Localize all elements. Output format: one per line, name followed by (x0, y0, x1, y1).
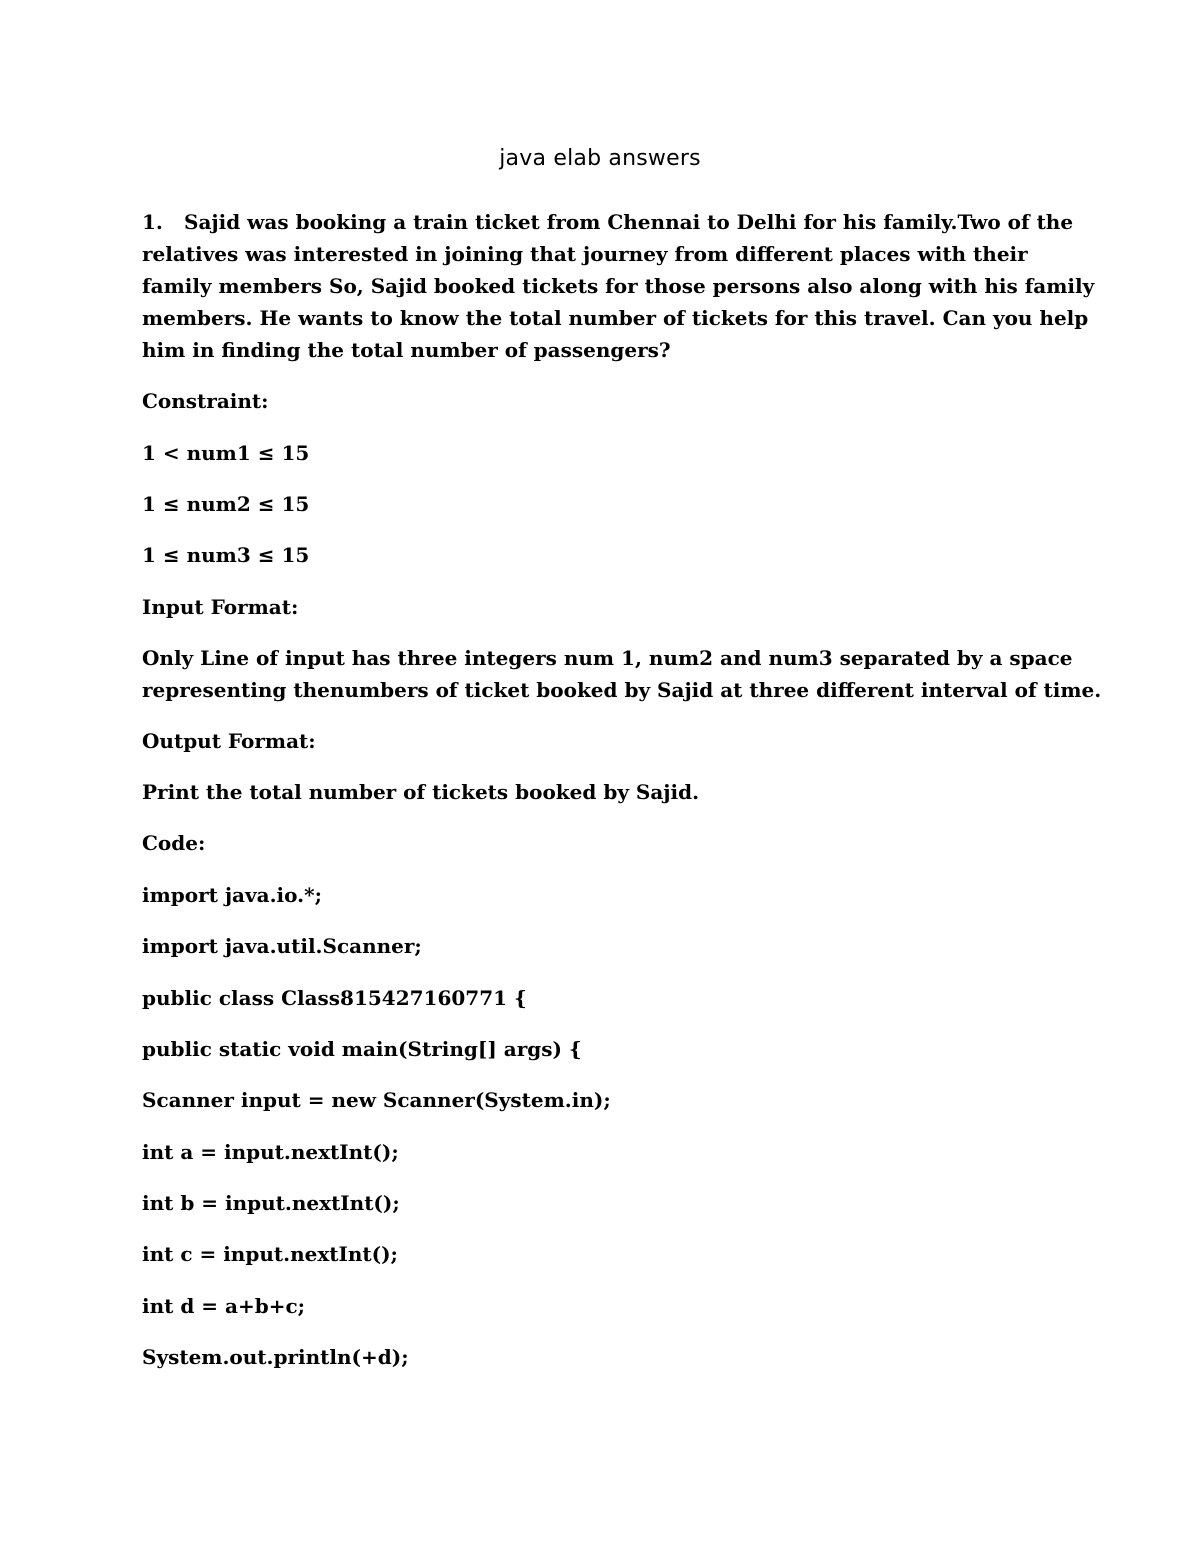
input-format-line: representing thenumbers of ticket booked by Sajid at three different interval of time. (142, 678, 1102, 702)
code-line: int a = input.nextInt(); (142, 1140, 399, 1164)
document-title: java elab answers (499, 146, 701, 171)
code-line: Scanner input = new Scanner(System.in); (142, 1088, 611, 1112)
question-paragraph (142, 206, 1095, 366)
code-line: int d = a+b+c; (142, 1294, 306, 1318)
question-number: 1. (142, 210, 163, 234)
code-line: int b = input.nextInt(); (142, 1191, 400, 1215)
input-format-line: Only Line of input has three integers num 1, num2 and num3 separated by a space (142, 646, 1073, 670)
code-heading: Code: (142, 831, 206, 855)
constraint-line: 1 ≤ num3 ≤ 15 (142, 543, 310, 567)
constraint-heading: Constraint: (142, 389, 269, 413)
question-line: members. He wants to know the total number of tickets for this travel. Can you help (142, 306, 1089, 330)
code-line: public static void main(String[] args) { (142, 1037, 582, 1061)
constraint-line: 1 < num1 ≤ 15 (142, 441, 310, 465)
constraint-line: 1 ≤ num2 ≤ 15 (142, 492, 310, 516)
code-line: import java.util.Scanner; (142, 934, 422, 958)
code-line: import java.io.*; (142, 883, 322, 907)
question-line: relatives was interested in joining that journey from different places with their (142, 242, 1028, 266)
input-format-heading: Input Format: (142, 595, 299, 619)
code-line: int c = input.nextInt(); (142, 1242, 398, 1266)
output-format-text: Print the total number of tickets booked by Sajid. (142, 780, 700, 804)
code-line: public class Class815427160771 { (142, 986, 527, 1010)
code-line: System.out.println(+d); (142, 1345, 409, 1369)
question-line (142, 206, 1082, 238)
question-text: Sajid was booking a train ticket from Chennai to Delhi for his family.Two of the (184, 210, 1074, 234)
output-format-heading: Output Format: (142, 729, 316, 753)
question-line: him in finding the total number of passengers? (142, 338, 671, 362)
question-line: family members So, Sajid booked tickets for those persons also along with his family (142, 274, 1095, 298)
